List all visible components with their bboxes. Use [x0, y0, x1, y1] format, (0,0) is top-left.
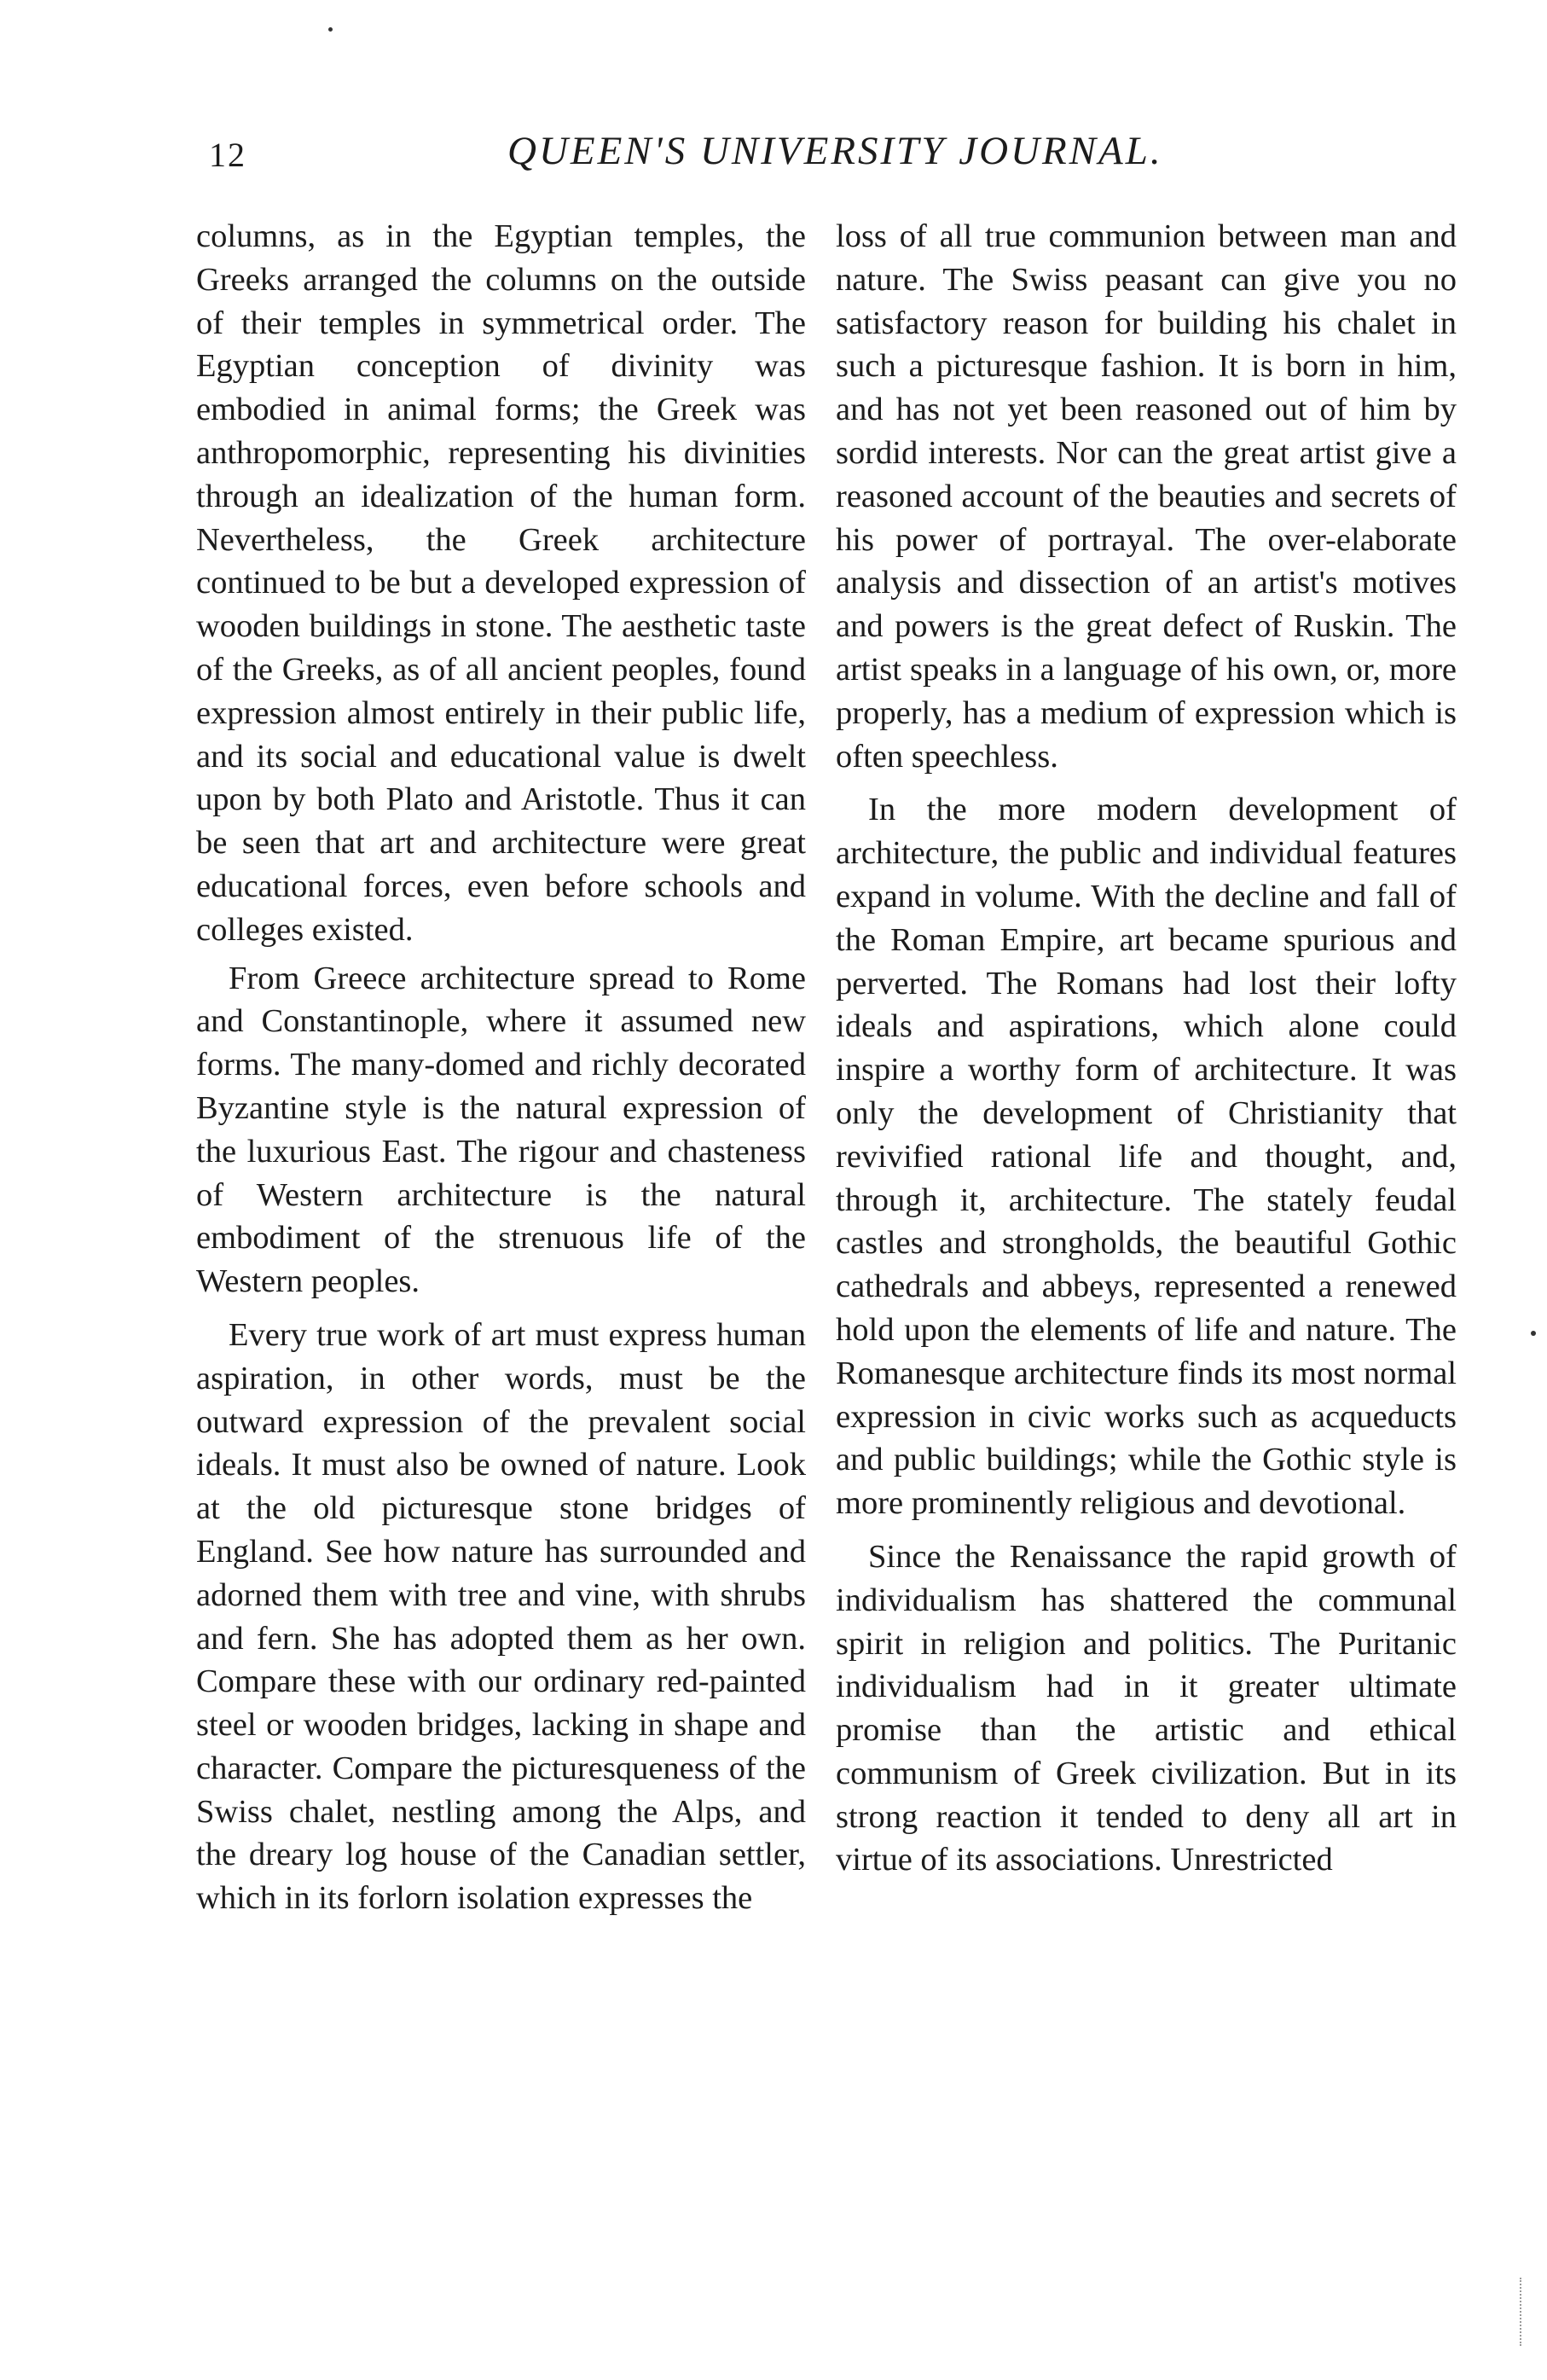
right-paragraph-1: loss of all true communion between man and nature. The Swiss peasant can give you no satisfactory reason for building his chalet in such a picturesque fashion. It is born in him, and has not yet been reasoned out of him by sordid interests. Nor can the great artist give a reasoned account of the beauties and secrets of his power of portrayal. The over-elaborate analysis and dissection of an artist's motives and powers is the great defect of Ruskin. The artist speaks in a language of his own, or, more properly, has a medium of expression which is often speechless. [836, 218, 1457, 775]
left-paragraph-3: Every true work of art must express human aspiration, in other words, must be the outward expression of the prevalent social ideals. It must also be owned of nature. Look at the old picturesque stone bridges of England. See how nature has surrounded and adorned them with tree and vine, with shrubs and fern. She has adopted them as her own. Compare these with our ordinary red-painted steel or wooden bridges, lacking in shape and character. Compare the picturesqueness of the Swiss chalet, nestling among the Alps, and the dreary log house of the Canadian settler, which in its forlorn isolation expresses the [196, 1316, 806, 1917]
page-edge-mark [1520, 2278, 1538, 2346]
running-title: QUEEN'S UNIVERSITY JOURNAL. [507, 129, 1163, 173]
ink-speck [1531, 1331, 1536, 1336]
left-column [196, 215, 806, 1920]
left-paragraph-2: From Greece architecture spread to Rome and Constantinople, where it assumed new forms. The many-domed and richly decorated Byzantine style is the natural expression of the luxurious East. The rigour and chasteness of Western architecture is the natural embodiment of the strenuous life of the Western peoples. [196, 960, 806, 1300]
page-number: 12 [209, 136, 246, 174]
right-column [836, 215, 1457, 1882]
ink-speck [328, 27, 333, 32]
right-paragraph-2: In the more modern development of architecture, the public and individual features expand in volume. With the decline and fall of the Roman Empire, art became spurious and perverted. The Romans had lost their lofty ideals and aspirations, which alone could inspire a worthy form of architecture. It was only the development of Christianity that revivified rational life and thought, and, through it, architecture. The stately feudal castles and strongholds, the beautiful Gothic cathedrals and abbeys, represented a renewed hold upon the elements of life and nature. The Romanesque architecture finds its most normal expression in civic works such as acqueducts and public buildings; while the Gothic style is more prominently religious and devotional. [836, 792, 1457, 1522]
page-header [166, 128, 1446, 196]
left-paragraph-1: columns, as in the Egyptian temples, the Greeks arranged the columns on the outside of their temples in symmetrical order. The Egyptian conception of divinity was embodied in animal forms; the Greek was anthropomorphic, representing his divinities through an idealization of the human form. Nevertheless, the Greek architecture continued to be but a developed expression of wooden buildings in stone. The aesthetic taste of the Greeks, as of all ancient peoples, found expression almost entirely in their public life, and its social and educational value is dwelt upon by both Plato and Aristotle. Thus it can be seen that art and architecture were great educational forces, even before schools and colleges existed. [196, 218, 806, 948]
right-paragraph-3: Since the Renaissance the rapid growth of individualism has shattered the communal spirit in religion and politics. The Puritanic individualism had in it greater ultimate promise than the artistic and ethical communism of Greek civilization. But in its strong reaction it tended to deny all art in virtue of its associations. Unrestricted [836, 1538, 1457, 1878]
